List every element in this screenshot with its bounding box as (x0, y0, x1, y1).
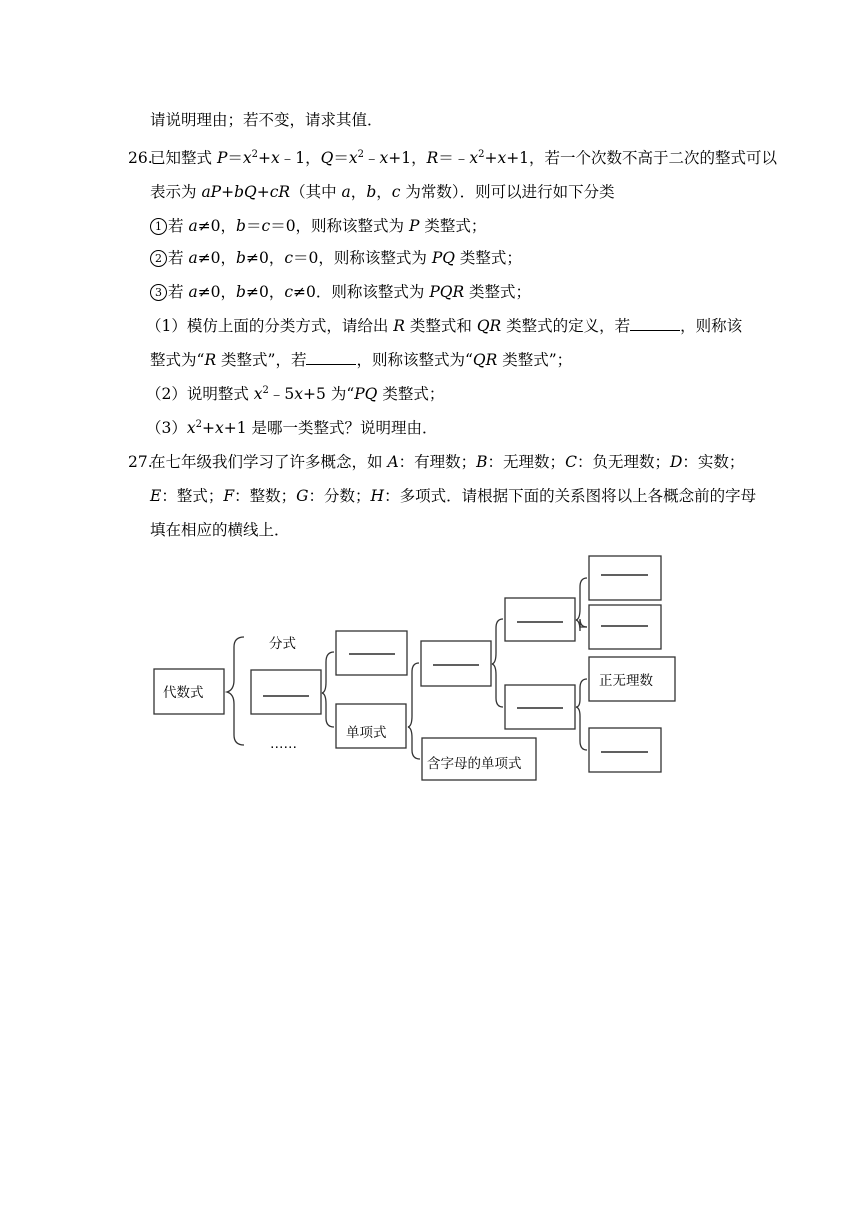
q26-sub-1-continued: 整式为“R 类整式”，若 ，则称该整式为“QR 类整式”； (150, 351, 573, 369)
q26-case-2: 2 若 a≠0，b≠0，c＝0，则称该整式为 PQ 类整式； (150, 248, 522, 268)
root-label: 代数式 (163, 685, 204, 701)
q27-line-1: 在七年级我们学习了许多概念，如 A：有理数；B：无理数；C：负无理数；D：实数； (150, 453, 745, 471)
circled-number-1: 1 (150, 218, 167, 235)
q27-line-3: 填在相应的横线上． (150, 521, 290, 539)
question-27-number: 27. (128, 453, 153, 471)
answer-blank[interactable] (630, 316, 680, 331)
q26-sub-2: （2）说明整式 $x^2﹣5x+5$ 为“PQ 类整式； (146, 385, 445, 403)
circled-number-2: 2 (150, 250, 167, 267)
q26-case-1: 1 若 a≠0，b＝c＝0，则称该整式为 P 类整式； (150, 216, 486, 236)
q26-sub-3: $(3)x^2+x+1$ 是哪一类整式？说明理由． (146, 419, 438, 437)
q27-line-2: E：整式；F：整数；G：分数；H：多项式．请根据下面的关系图将以上各概念前的字母 (150, 487, 757, 505)
monomial-with-letter-label: 含字母的单项式 (427, 756, 522, 772)
monomial-label: 单项式 (346, 725, 387, 741)
q26-case-3: 3 若 a≠0，b≠0，c≠0．则称该整式为 PQR 类整式； (150, 282, 531, 302)
fraction-label: 分式 (269, 636, 296, 652)
question-26-number: 26. (128, 149, 153, 167)
positive-irrational-label: 正无理数 (599, 673, 653, 689)
circled-number-3: 3 (150, 284, 167, 301)
answer-blank[interactable] (306, 350, 356, 365)
q26-intro-line: 已知整式 $P=x^2+x﹣1$，$Q=x^2﹣x+1$，$R=﹣x^2+x+1$，若一个次数不高于二次的整式可以 (150, 149, 778, 167)
ellipsis-label: …… (270, 736, 297, 752)
concept-diagram (148, 552, 678, 784)
q26-sub-1: （1）模仿上面的分类方式，请给出 R 类整式和 QR 类整式的定义，若 ，则称该 (146, 317, 743, 335)
continuation-text: 请说明理由；若不变，请求其值． (150, 111, 383, 129)
q26-intro-line-2: 表示为 aP+bQ+cR（其中 a，b，c 为常数）．则可以进行如下分类 (150, 183, 615, 201)
